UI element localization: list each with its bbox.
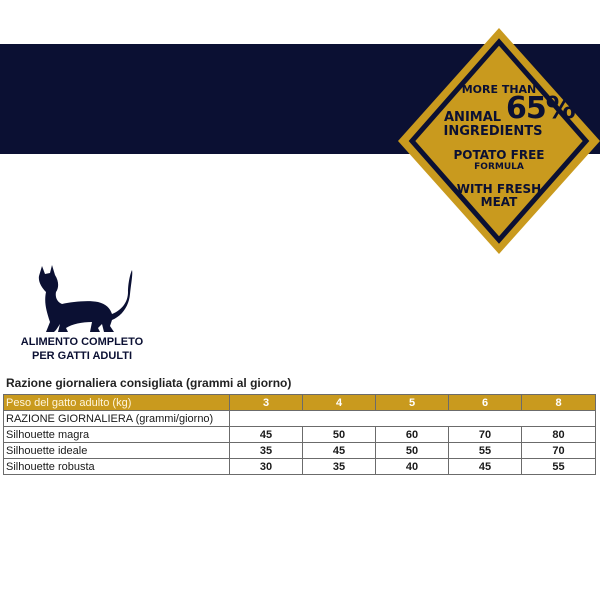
badge-more-than: MORE THAN xyxy=(461,83,537,96)
weight-cell: 6 xyxy=(449,395,522,411)
product-claims-badge xyxy=(398,28,600,254)
badge-animal: ANIMAL xyxy=(444,110,502,125)
row-label: Silhouette magra xyxy=(4,427,230,443)
table-cell: 70 xyxy=(449,427,522,443)
row-label: Silhouette robusta xyxy=(4,459,230,475)
badge-meat: MEAT xyxy=(480,195,518,209)
weight-cell: 5 xyxy=(376,395,449,411)
table-row xyxy=(4,459,596,475)
cat-silhouette-icon xyxy=(32,262,136,334)
weight-cell: 8 xyxy=(522,395,596,411)
badge-formula: FORMULA xyxy=(474,162,524,172)
badge-potato-free: POTATO FREE xyxy=(453,148,545,162)
table-cell: 80 xyxy=(522,427,596,443)
cat-caption-line1: ALIMENTO COMPLETO xyxy=(20,336,144,348)
table-cell: 60 xyxy=(376,427,449,443)
table-row xyxy=(4,443,596,459)
table-title: Razione giornaliera consigliata (grammi al giorno) xyxy=(6,376,292,390)
ration-table xyxy=(3,394,596,475)
table-cell: 35 xyxy=(303,459,376,475)
table-cell: 50 xyxy=(303,427,376,443)
row-label: Silhouette ideale xyxy=(4,443,230,459)
badge-with-fresh: WITH FRESH xyxy=(456,182,542,196)
badge-percentage: 65% xyxy=(506,91,575,126)
table-cell: 45 xyxy=(303,443,376,459)
ration-label-empty xyxy=(230,411,596,427)
table-cell: 40 xyxy=(376,459,449,475)
table-cell: 55 xyxy=(449,443,522,459)
ration-label: RAZIONE GIORNALIERA (grammi/giorno) xyxy=(4,411,230,427)
table-row xyxy=(4,427,596,443)
table-cell: 45 xyxy=(449,459,522,475)
table-cell: 50 xyxy=(376,443,449,459)
table-cell: 35 xyxy=(230,443,303,459)
cat-caption xyxy=(12,335,152,363)
badge-ingredients: INGREDIENTS xyxy=(443,124,543,139)
weight-cell: 4 xyxy=(303,395,376,411)
table-cell: 55 xyxy=(522,459,596,475)
weight-cell: 3 xyxy=(230,395,303,411)
ration-label-row xyxy=(4,411,596,427)
table-cell: 70 xyxy=(522,443,596,459)
table-cell: 45 xyxy=(230,427,303,443)
table-cell: 30 xyxy=(230,459,303,475)
cat-caption-line2: PER GATTI ADULTI xyxy=(31,350,132,362)
table-header-row xyxy=(4,395,596,411)
weight-header-label: Peso del gatto adulto (kg) xyxy=(4,395,230,411)
